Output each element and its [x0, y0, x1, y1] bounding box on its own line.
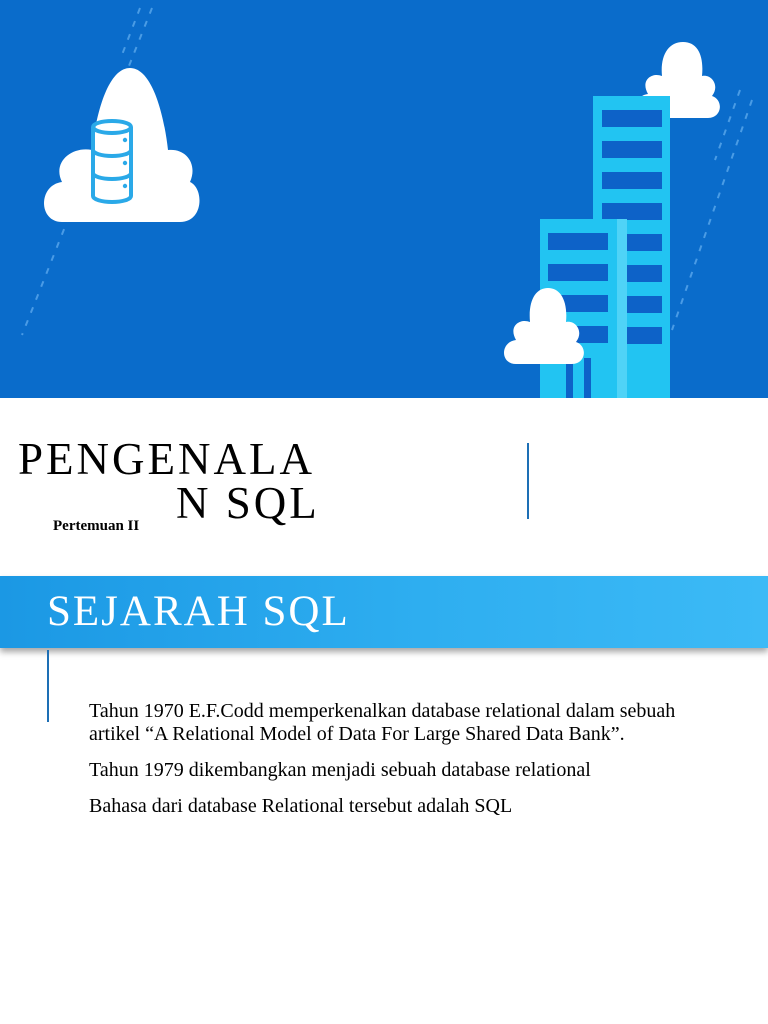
paragraph-1: Tahun 1970 E.F.Codd memperkenalkan database relational dalam sebuah artikel “A Relational Model of Data For Large Shared Data Bank”.	[89, 700, 676, 745]
title-divider	[527, 443, 529, 519]
paragraph-2: Tahun 1979 dikembangkan menjadi sebuah database relational	[89, 759, 591, 781]
hero-banner	[0, 0, 768, 398]
content-divider	[47, 650, 49, 722]
title-line-1: PENGENALA	[18, 434, 315, 484]
paragraph-3: Bahasa dari database Relational tersebut adalah SQL	[89, 795, 513, 817]
section-title: SEJARAH SQL	[47, 588, 350, 635]
title-line-2: N SQL	[176, 478, 320, 528]
cloud-database-icon	[44, 68, 199, 222]
content-body	[89, 700, 689, 831]
subtitle: Pertemuan II	[53, 518, 140, 534]
section-header-bar	[0, 576, 768, 648]
